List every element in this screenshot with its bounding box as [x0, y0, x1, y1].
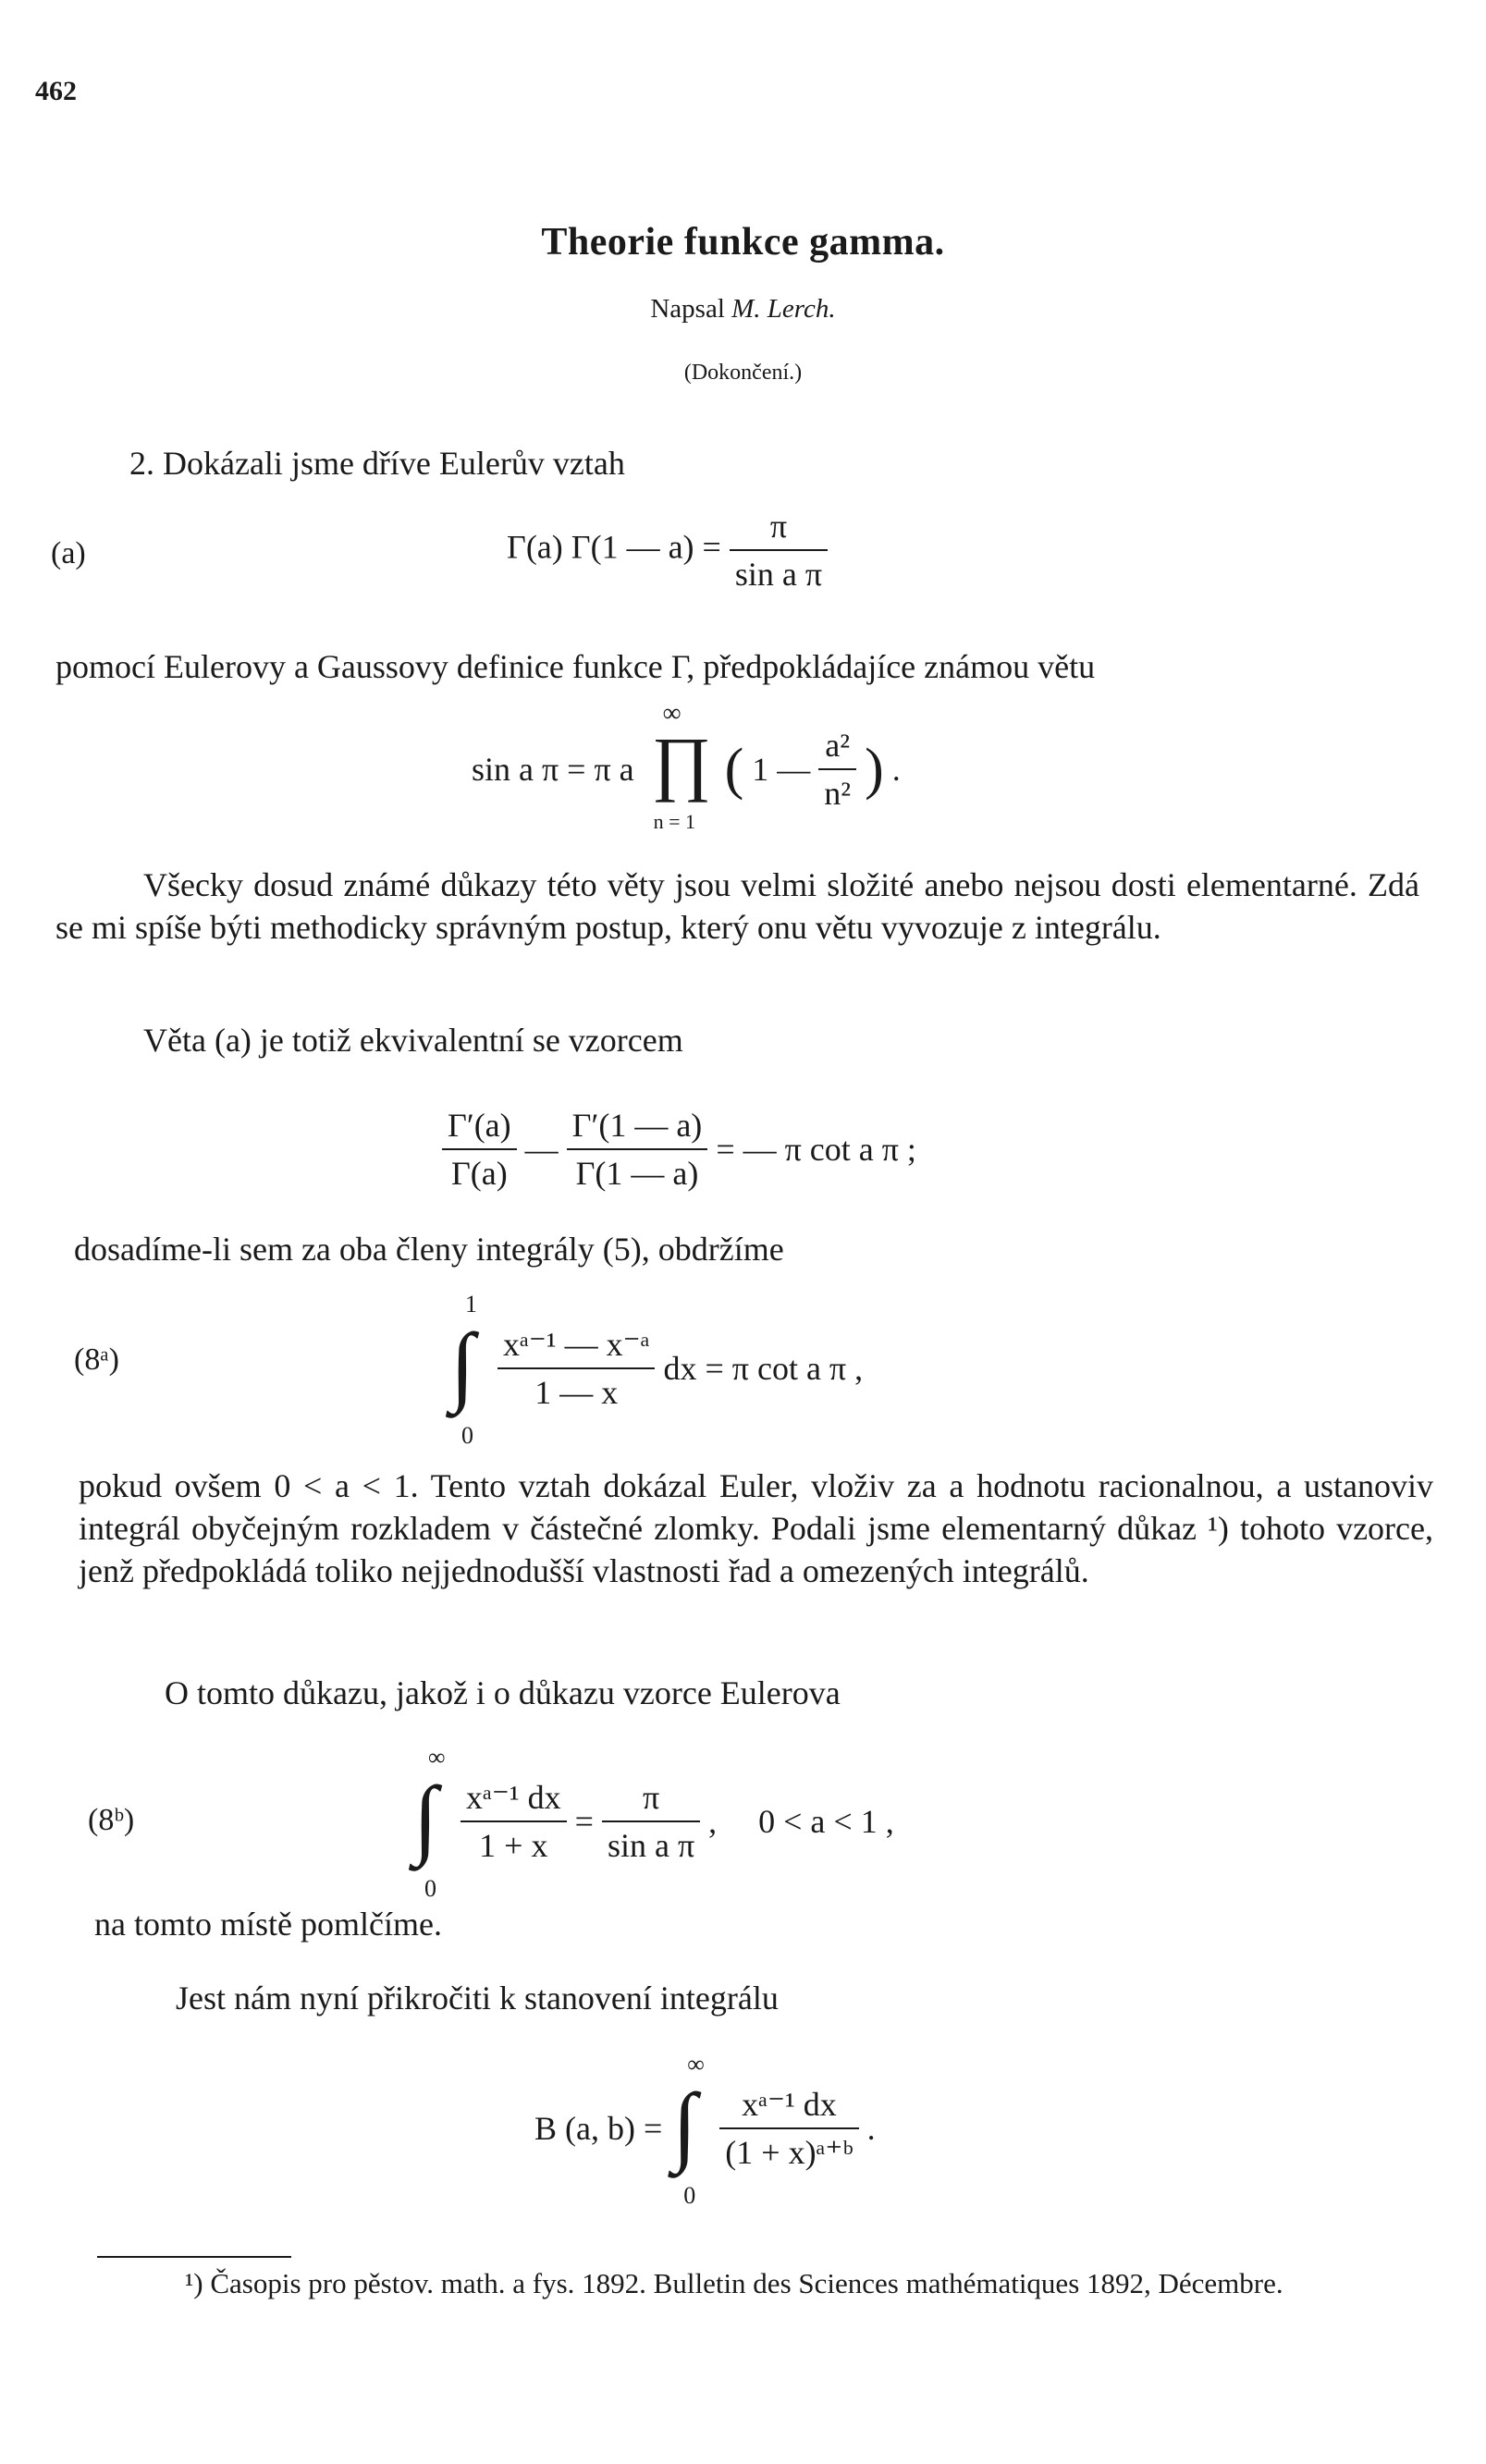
page-number: 462	[35, 76, 77, 106]
paragraph-6: pokud ovšem 0 < a < 1. Tento vztah dokázal Euler, vloživ za a hodnotu racionalnou, a ustanoviv integrál obyčejným rozkladem v částečné zlomky. Podali jsme elementarný důkaz ¹) tohoto vzorce, jenž předpokládá toliko nejjednodušší vlastnosti řad a omezených integrálů.	[79, 1467, 1433, 1589]
product-upper-limit: ∞	[662, 699, 682, 728]
cot-fraction-2	[567, 1106, 708, 1193]
equation-8a-rhs: dx = π cot a π ,	[663, 1350, 864, 1387]
equation-8b-fraction	[461, 1778, 567, 1865]
beta-den: (1 + x)ᵃ⁺ᵇ	[725, 2134, 854, 2171]
footnote: ¹) Časopis pro pěstov. math. a fys. 1892. Bulletin des Sciences mathématiques 1892, Décembre.	[185, 2267, 1283, 2299]
cot-fraction-1	[442, 1106, 517, 1193]
product-fraction	[818, 726, 856, 813]
equation-8b-num: xᵃ⁻¹ dx	[461, 1778, 567, 1822]
equation-beta	[534, 2051, 876, 2209]
equation-8a	[448, 1291, 864, 1449]
product-symbol	[643, 699, 717, 833]
integral-8a-upper: 1	[465, 1291, 477, 1318]
author-name: M. Lerch.	[731, 294, 836, 324]
equation-cot	[442, 1106, 916, 1193]
equation-a	[507, 507, 828, 594]
integral-sign-icon: ∫	[450, 1315, 475, 1414]
integral-sign-icon: ∫	[672, 2075, 697, 2174]
cot-fraction-2-den: Γ(1 — a)	[575, 1155, 699, 1192]
byline	[0, 294, 1486, 325]
integral-beta-lower: 0	[683, 2182, 696, 2209]
integral-beta-upper: ∞	[687, 2051, 705, 2078]
equation-8b-eq: =	[574, 1803, 594, 1840]
integral-8a	[448, 1291, 489, 1449]
product-denominator: n²	[824, 775, 852, 812]
integral-beta	[670, 2051, 711, 2209]
paragraph-7: O tomto důkazu, jakož i o důkazu vzorce Eulerova	[165, 1674, 841, 1711]
integral-8b-upper: ∞	[428, 1744, 446, 1771]
equation-8b-rhs-fraction	[602, 1778, 700, 1865]
beta-num: xᵃ⁻¹ dx	[719, 2085, 858, 2129]
paragraph-2: pomocí Eulerovy a Gaussovy definice funkce Γ, předpokládajíce známou větu	[55, 648, 1096, 685]
paragraph-5: dosadíme-li sem za oba členy integrály (5), obdržíme	[74, 1231, 784, 1268]
integral-8b	[411, 1744, 452, 1902]
equation-8a-den: 1 — x	[534, 1374, 619, 1411]
byline-prefix: Napsal	[650, 294, 725, 324]
paragraph-1: 2. Dokázali jsme dříve Eulerův vztah	[129, 445, 625, 482]
left-paren: (	[724, 738, 744, 801]
product-sign: ∏	[651, 722, 711, 803]
product-inner-one: 1 —	[752, 751, 811, 788]
paragraph-4: Věta (a) je totiž ekvivalentní se vzorcem	[143, 1022, 683, 1059]
cot-minus: —	[524, 1131, 559, 1168]
equation-8b-rhs-num: π	[602, 1778, 700, 1822]
equation-8b-condition: , 0 < a < 1 ,	[708, 1803, 894, 1840]
paragraph-8: na tomto místě pomlčíme.	[94, 1906, 442, 1943]
cot-rhs: = — π cot a π ;	[716, 1131, 916, 1168]
paragraph-9: Jest nám nyní přikročiti k stanovení integrálu	[176, 1980, 779, 2017]
equation-8b	[411, 1744, 894, 1902]
equation-sin-product	[472, 699, 901, 834]
cot-fraction-1-num: Γ′(a)	[442, 1106, 517, 1150]
beta-lhs: B (a, b) =	[534, 2110, 663, 2147]
equation-a-lhs: Γ(a) Γ(1 — a) =	[507, 528, 721, 566]
equation-a-numerator: π	[730, 507, 828, 551]
equation-8a-fraction	[497, 1325, 655, 1412]
equation-8a-num: xᵃ⁻¹ — x⁻ᵃ	[497, 1325, 655, 1369]
cot-fraction-1-den: Γ(a)	[450, 1155, 508, 1192]
equation-label-a: (a)	[51, 536, 86, 570]
equation-a-fraction	[730, 507, 828, 594]
beta-fraction	[719, 2085, 858, 2172]
product-tail: .	[891, 751, 901, 788]
equation-a-denominator: sin a π	[734, 556, 823, 593]
article-title: Theorie funkce gamma.	[541, 221, 945, 264]
product-lower-limit: n = 1	[653, 810, 696, 833]
footnote-rule	[97, 2256, 291, 2258]
integral-8a-lower: 0	[461, 1422, 473, 1449]
equation-label-8b: (8ᵇ)	[88, 1803, 135, 1837]
paragraph-3: Všecky dosud známé důkazy této věty jsou velmi složité anebo nejsou dosti elementarné. Zdá se mi spíše býti methodicky správným postup, který onu větu vyvozuje z integrálu.	[55, 866, 1419, 946]
product-numerator: a²	[818, 726, 856, 770]
integral-8b-lower: 0	[424, 1875, 436, 1902]
equation-8b-rhs-den: sin a π	[607, 1827, 695, 1864]
cot-fraction-2-num: Γ′(1 — a)	[567, 1106, 708, 1150]
right-paren: )	[865, 738, 884, 801]
integral-sign-icon: ∫	[413, 1768, 438, 1867]
sin-lhs: sin a π = π a	[472, 751, 634, 788]
continued-note: (Dokončení.)	[683, 361, 803, 385]
beta-tail: .	[866, 2110, 876, 2147]
equation-label-8a: (8ᵃ)	[74, 1342, 119, 1377]
equation-8b-den: 1 + x	[479, 1827, 548, 1864]
